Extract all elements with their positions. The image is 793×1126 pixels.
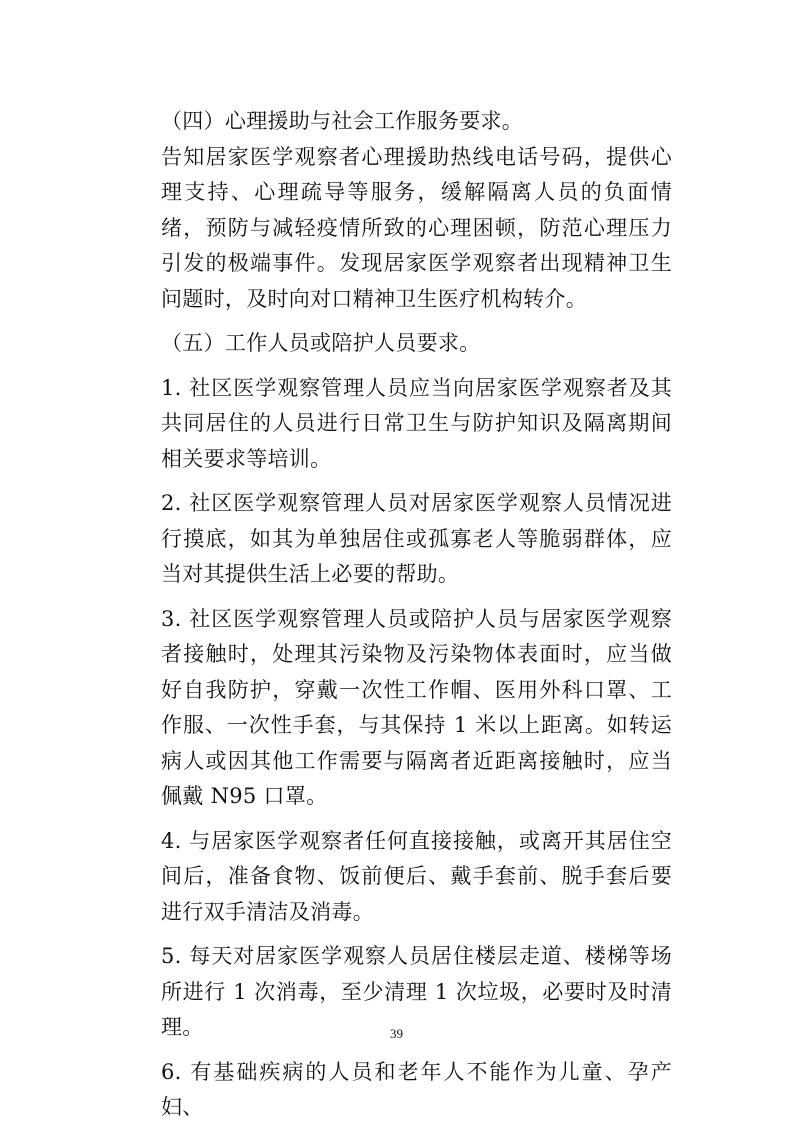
paragraph-psychological-support: 告知居家医学观察者心理援助热线电话号码，提供心理支持、心理疏导等服务，缓解隔离人员的负面情绪，预防与减轻疫情所致的心理困顿，防范心理压力引发的极端事件。发现居家医学观察者出现精神卫生问题时，及时向对口精神卫生医疗机构转介。 xyxy=(161,144,672,311)
page-body xyxy=(161,104,672,1126)
section-heading-5: （五）工作人员或陪护人员要求。 xyxy=(161,331,481,355)
list-item-6: 6. 有基础疾病的人员和老年人不能作为儿童、孕产妇、 xyxy=(161,1059,672,1119)
section-heading-4: （四）心理援助与社会工作服务要求。 xyxy=(161,109,524,133)
list-item-2: 2. 社区医学观察管理人员对居家医学观察人员情况进行摸底，如其为单独居住或孤寡老人等脆弱群体，应当对其提供生活上必要的帮助。 xyxy=(161,491,672,586)
list-item-4: 4. 与居家医学观察者任何直接接触，或离开其居住空间后，准备食物、饭前便后、戴手套前、脱手套后要进行双手清洁及消毒。 xyxy=(161,828,672,924)
page-number: 39 xyxy=(390,1026,403,1041)
list-item-5: 5. 每天对居家医学观察人员居住楼层走道、楼梯等场所进行 1 次消毒，至少清理 1 次垃圾，必要时及时清理。 xyxy=(161,944,672,1039)
list-item-1: 1. 社区医学观察管理人员应当向居家医学观察者及其共同居住的人员进行日常卫生与防护知识及隔离期间相关要求等培训。 xyxy=(161,375,672,471)
list-item-3: 3. 社区医学观察管理人员或陪护人员与居家医学观察者接触时，处理其污染物及污染物体表面时，应当做好自我防护，穿戴一次性工作帽、医用外科口罩、工作服、一次性手套，与其保持 1 米以上距离。如转运病人或因其他工作需要与隔离者近距离接触时，应当佩戴 N95 口罩。 xyxy=(161,606,672,808)
